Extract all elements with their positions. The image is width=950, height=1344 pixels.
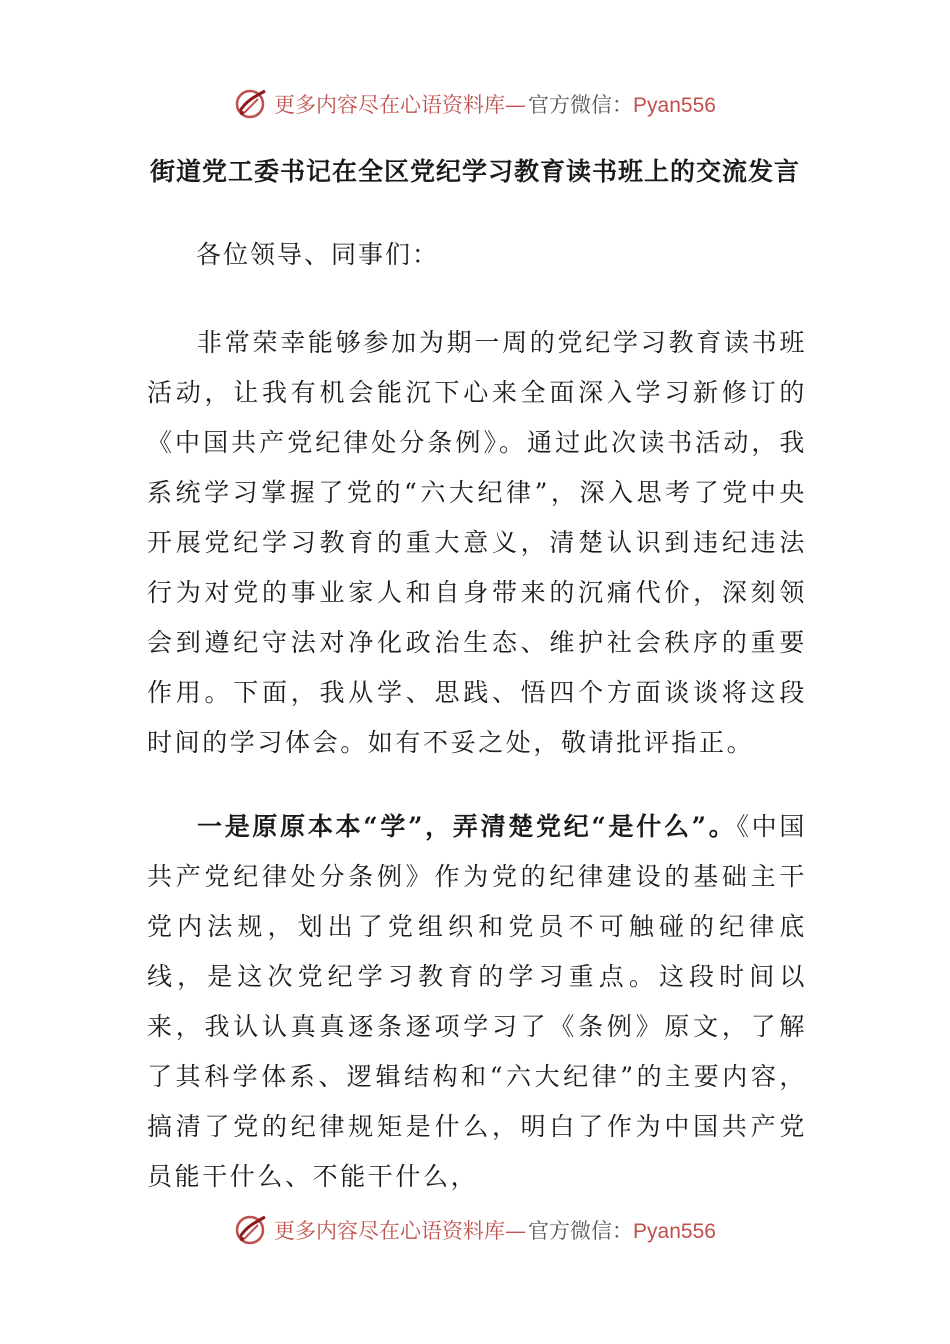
pen-logo-icon (234, 1213, 268, 1247)
greeting: 各位领导、同事们： (196, 240, 440, 269)
banner-site-text: 更多内容尽在心语资料库 (274, 1219, 506, 1243)
banner-separator: — (505, 93, 527, 117)
paragraph-2-body: 《中国共产党纪律处分条例》作为党的纪律建设的基础主干党内法规，划出了党组织和党员不可触碰的纪律底线，是这次党纪学习教育的学习重点。这段时间以来，我认认真真逐条逐项学习了《条例》原文，了解了其科学体系、逻辑结构和“六大纪律”的主要内容，搞清了党的纪律规矩是什么，明白了作为中国共产党员能干什么、不能干什么， (147, 812, 807, 1191)
banner-site-text: 更多内容尽在心语资料库 (274, 93, 506, 117)
banner-text (274, 89, 716, 119)
banner-wechat-id: Pyan556 (633, 94, 716, 117)
paragraph-2-lead: 一是原原本本“学”，弄清楚党纪“是什么”。 (197, 812, 737, 841)
banner-text (274, 1215, 716, 1245)
footer-banner (0, 1210, 950, 1250)
banner-wechat-label: 官方微信： (528, 1219, 634, 1243)
banner-wechat-label: 官方微信： (528, 93, 634, 117)
banner-wechat-id: Pyan556 (633, 1220, 716, 1243)
paragraph-2 (147, 802, 807, 1202)
header-banner (0, 84, 950, 124)
document-title: 街道党工委书记在全区党纪学习教育读书班上的交流发言 (149, 157, 800, 186)
banner-separator: — (505, 1219, 527, 1243)
pen-logo-icon (234, 87, 268, 121)
paragraph-1: 非常荣幸能够参加为期一周的党纪学习教育读书班活动，让我有机会能沉下心来全面深入学习新修订的《中国共产党纪律处分条例》。通过此次读书活动，我系统学习掌握了党的“六大纪律”，深入思考了党中央开展党纪学习教育的重大意义，清楚认识到违纪违法行为对党的事业家人和自身带来的沉痛代价，深刻领会到遵纪守法对净化政治生态、维护社会秩序的重要作用。下面，我从学、思践、悟四个方面谈谈将这段时间的学习体会。如有不妥之处，敬请批评指正。 (147, 328, 807, 757)
